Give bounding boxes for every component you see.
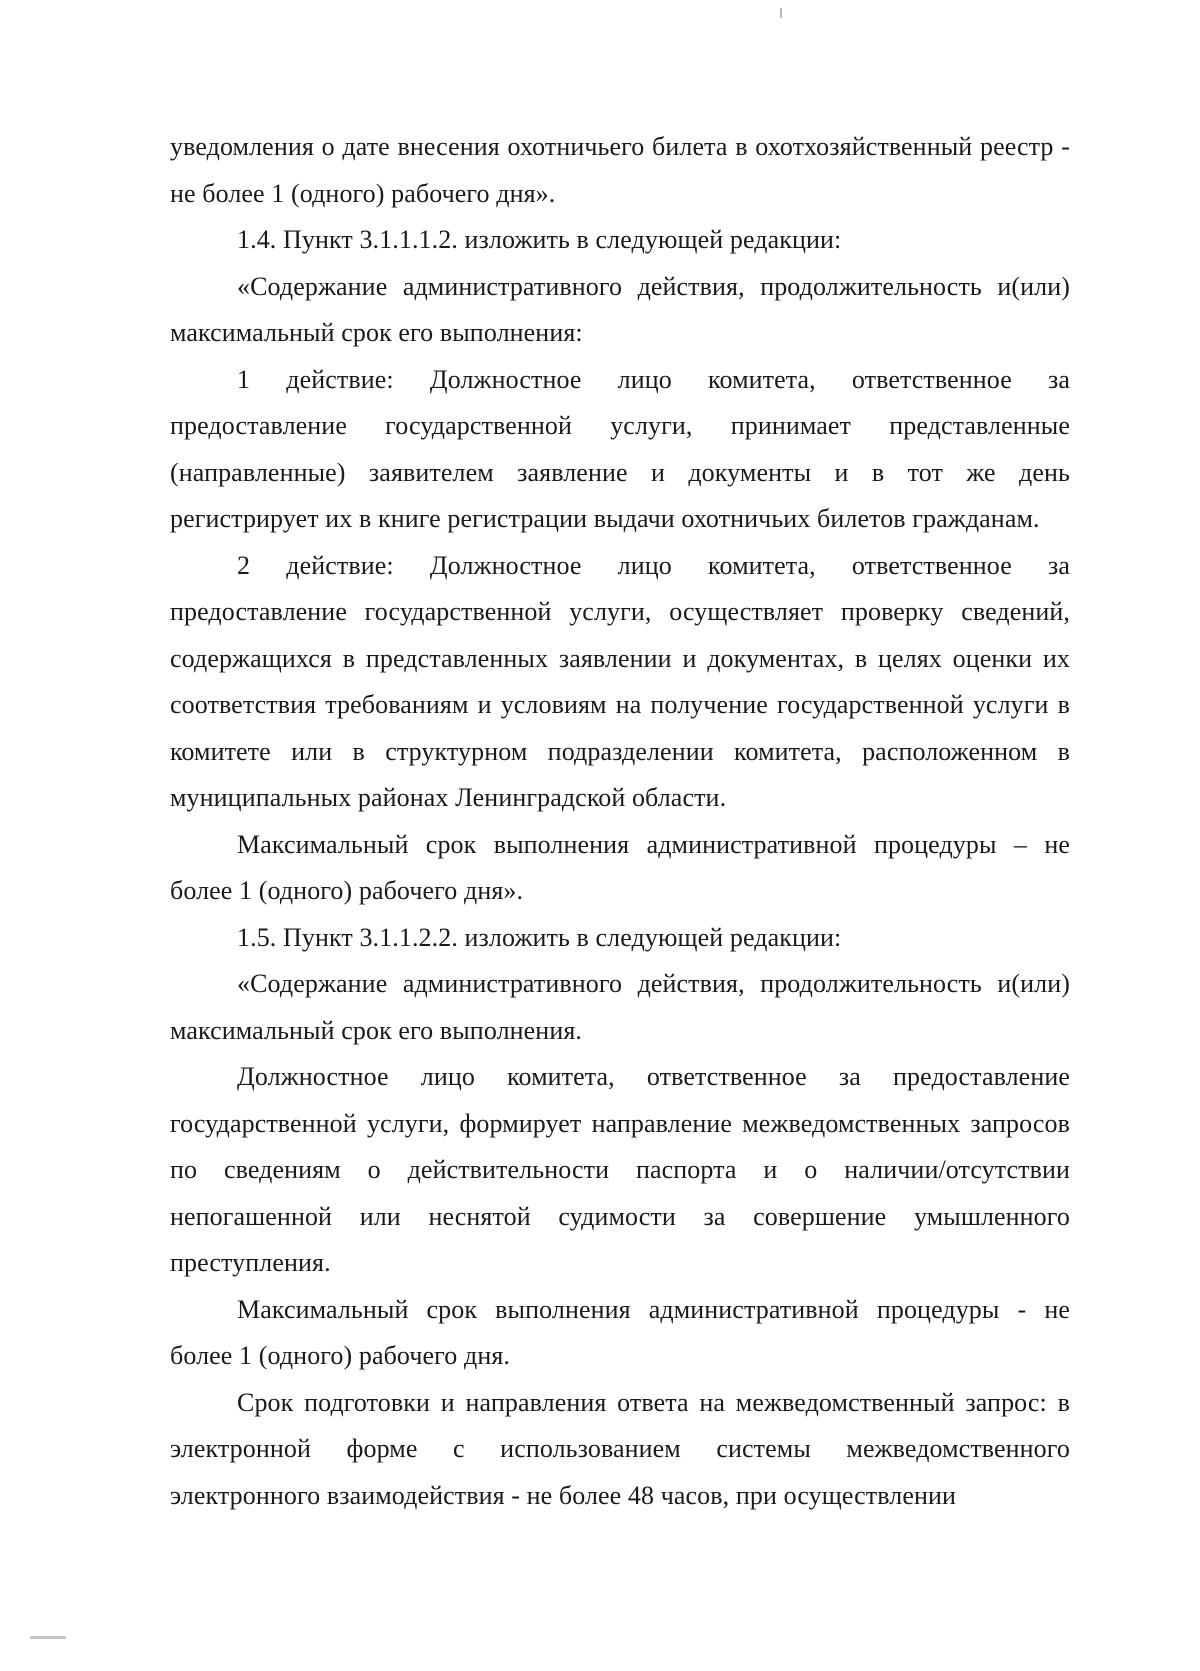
paragraph-11: Срок подготовки и направления ответа на межведомственный запрос: в электронной форме с использованием системы межведомственного электронного взаимодействия - не более 48 часов, при осуществлении xyxy=(170,1387,1070,1510)
paragraph-5: 2 действие: Должностное лицо комитета, ответственное за предоставление государственной услуги, осуществляет проверку сведений, содержащихся в представленных заявлении и документах, в целях оценки их соответствия требованиям и условиям на получение государственной услуги в комитете или в структурном подразделении комитета, расположенном в муниципальных районах Ленинградской области. xyxy=(170,550,1070,812)
scan-artifact-mark xyxy=(780,8,782,18)
document-body xyxy=(170,124,1070,1519)
paragraph-8: «Содержание административного действия, продолжительность и(или) максимальный срок его выполнения. xyxy=(170,969,1070,1045)
scan-artifact-corner xyxy=(30,1636,66,1639)
paragraph-10: Максимальный срок выполнения административной процедуры - не более 1 (одного) рабочего дня. xyxy=(170,1294,1070,1370)
paragraph-2: 1.4. Пункт 3.1.1.1.2. изложить в следующей редакции: xyxy=(237,225,842,254)
paragraph-9: Должностное лицо комитета, ответственное за предоставление государственной услуги, формирует направление межведомственных запросов по сведениям о действительности паспорта и о наличии/отсутствии непогашенной или неснятой судимости за совершение умышленного преступления. xyxy=(170,1062,1070,1277)
paragraph-1: уведомления о дате внесения охотничьего билета в охотхозяйственный реестр - не более 1 (одного) рабочего дня». xyxy=(170,132,1070,208)
paragraph-4: 1 действие: Должностное лицо комитета, ответственное за предоставление государственной услуги, принимает представленные (направленные) заявителем заявление и документы и в тот же день регистрирует их в книге регистрации выдачи охотничьих билетов гражданам. xyxy=(170,364,1070,533)
paragraph-7: 1.5. Пункт 3.1.1.2.2. изложить в следующей редакции: xyxy=(237,922,842,952)
paragraph-6: Максимальный срок выполнения административной процедуры – не более 1 (одного) рабочего дня». xyxy=(170,829,1070,905)
paragraph-3: «Содержание административного действия, продолжительность и(или) максимальный срок его выполнения: xyxy=(170,271,1070,347)
